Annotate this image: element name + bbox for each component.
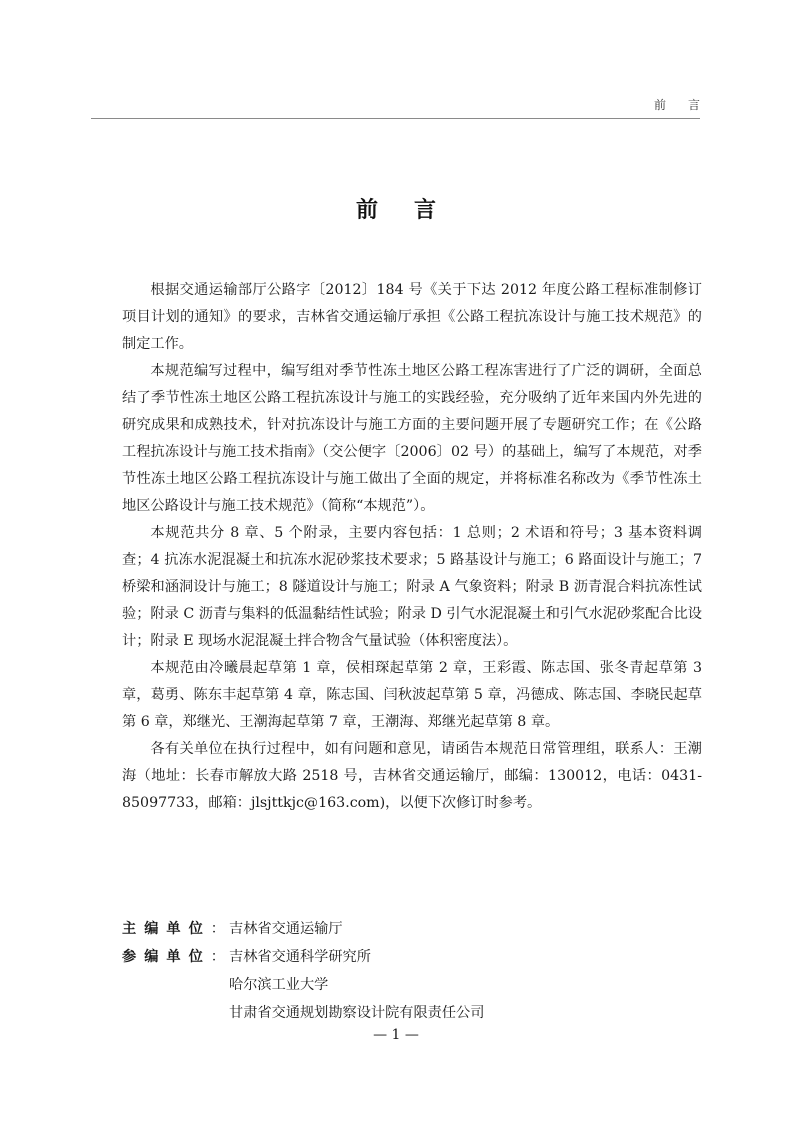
participating-unit-row xyxy=(122,943,484,1027)
page-number: — 1 — xyxy=(373,1027,419,1043)
chief-unit-values xyxy=(229,915,343,943)
unit-name: 吉林省交通科学研究所 xyxy=(229,949,371,965)
chief-unit-label: 主编单位： xyxy=(122,921,225,937)
paragraph: 本规范共分 8 章、5 个附录，主要内容包括：1 总则；2 术语和符号；3 基本资料调查；4 抗冻水泥混凝土和抗冻水泥砂浆技术要求；5 路基设计与施工；6 路面设计与施工；7 桥梁和涵洞设计与施工；8 隧道设计与施工；附录 A 气象资料；附录 B 沥青混合料抗冻性试验；附录 C 沥青与集料的低温黏结性试验；附录 D 引气水泥混凝土和引气水泥砂浆配合比设计；附录 E 现场水泥混凝土拌合物含气量试验（体积密度法）。 xyxy=(122,525,702,649)
page-title: 前言 xyxy=(355,198,472,223)
editing-units xyxy=(122,915,484,1027)
paragraph: 本规范由冷曦晨起草第 1 章，侯相琛起草第 2 章，王彩霞、陈志国、张冬青起草第 3 章，葛勇、陈东丰起草第 4 章，陈志国、闫秋波起草第 5 章，冯德成、陈志国、李晓民起草第 6 章，郑继光、王潮海起草第 7 章，王潮海、郑继光起草第 8 章。 xyxy=(122,660,702,730)
unit-name: 吉林省交通运输厅 xyxy=(229,921,343,937)
chief-unit-row xyxy=(122,915,484,943)
unit-name: 甘肃省交通规划勘察设计院有限责任公司 xyxy=(229,1005,485,1021)
running-head xyxy=(91,96,722,119)
paragraph: 各有关单位在执行过程中，如有问题和意见，请函告本规范日常管理组，联系人：王潮海（地址：长春市解放大路 2518 号，吉林省交通运输厅，邮编：130012，电话：0431-85097733，邮箱：jlsjttkjc@163.com)，以便下次修订时参考。 xyxy=(122,741,702,811)
participating-unit-label: 参编单位： xyxy=(122,949,225,965)
paragraph: 根据交通运输部厅公路字〔2012〕184 号《关于下达 2012 年度公路工程标准制修订项目计划的通知》的要求，吉林省交通运输厅承担《公路工程抗冻设计与施工技术规范》的制定工作。 xyxy=(122,282,702,352)
paragraph: 本规范编写过程中，编写组对季节性冻土地区公路工程冻害进行了广泛的调研，全面总结了季节性冻土地区公路工程抗冻设计与施工的实践经验，充分吸纳了近年来国内外先进的研究成果和成熟技术，针对抗冻设计与施工方面的主要问题开展了专题研究工作；在《公路工程抗冻设计与施工技术指南》（交公便字〔2006〕02 号）的基础上，编写了本规范，对季节性冻土地区公路工程抗冻设计与施工做出了全面的规定，并将标准名称改为《季节性冻土地区公路设计与施工技术规范》（简称“本规范”）。 xyxy=(122,363,702,514)
running-head-title: 前言 xyxy=(653,98,722,112)
participating-unit-values xyxy=(229,943,484,1027)
unit-name: 哈尔滨工业大学 xyxy=(229,977,329,993)
body-text xyxy=(122,277,702,817)
